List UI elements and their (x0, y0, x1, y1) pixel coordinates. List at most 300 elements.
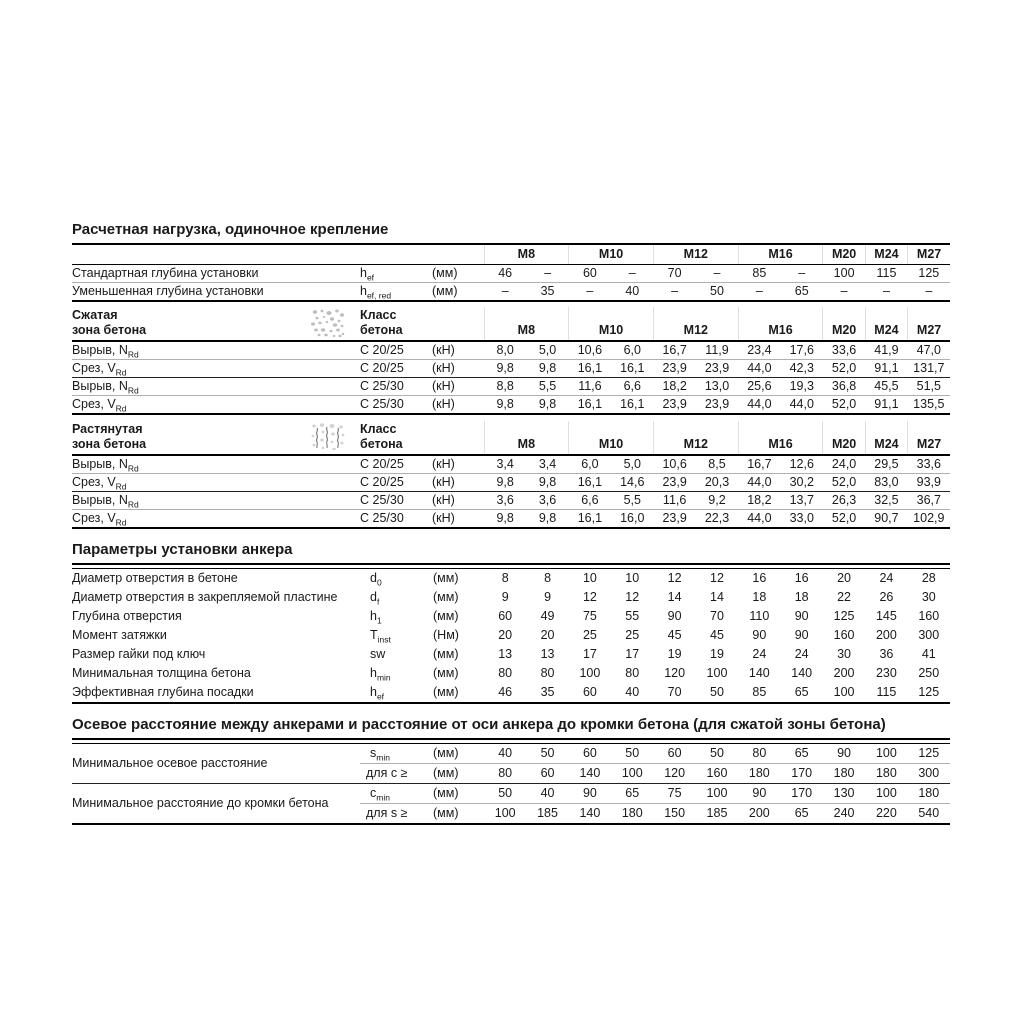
value-cell: 100 (833, 685, 855, 699)
value-cell: 9,8 (484, 395, 526, 414)
value-cell: 300 (908, 763, 950, 783)
value-cell: 220 (865, 803, 907, 824)
value-cell: 5,5 (611, 491, 653, 509)
value-cell: – (653, 282, 695, 301)
value-cell: 83,0 (865, 473, 907, 491)
row-label: Эффективная глубина посадки (72, 685, 254, 699)
value-cell: 18 (794, 590, 809, 604)
row-unit: (мм) (432, 803, 484, 824)
value-cell: 24,0 (831, 457, 857, 471)
column-header-m12: M12 (653, 421, 738, 455)
value-cell: 9 (501, 590, 509, 604)
row-unit: (мм) (432, 282, 484, 301)
value-cell: 20 (540, 628, 555, 642)
value-cell: 50 (710, 685, 724, 699)
table-row (72, 683, 950, 703)
concrete-class: C 25/30 (360, 395, 432, 414)
value-cell: 41 (921, 647, 936, 661)
value-cell: 9 (544, 590, 552, 604)
row-unit: (кН) (432, 359, 484, 377)
value-cell: 9,8 (484, 473, 526, 491)
row-label: Вырыв, $N_{Rd}$ (72, 343, 139, 360)
zone-title-cell (72, 307, 360, 341)
value-cell: 52,0 (823, 509, 865, 528)
value-cell: 6,6 (611, 377, 653, 395)
value-cell: 16,1 (569, 359, 611, 377)
value-cell: 91,1 (865, 359, 907, 377)
value-cell: 5,0 (623, 457, 641, 471)
value-cell: – (628, 266, 636, 280)
value-cell: 3,6 (526, 491, 568, 509)
zone-title: Сжатая зона бетона (72, 308, 147, 337)
value-cell: 36,7 (908, 491, 950, 509)
value-cell: 60 (582, 746, 597, 760)
value-cell: 70 (710, 609, 724, 623)
value-cell: 22,3 (696, 509, 738, 528)
row-unit: (мм) (433, 590, 459, 604)
value-cell: 16,0 (611, 509, 653, 528)
row-label: Уменьшенная глубина установки (72, 282, 360, 301)
compressed-zone-table (72, 307, 950, 415)
value-cell: 52,0 (823, 359, 865, 377)
table-row (72, 455, 950, 474)
value-cell: 100 (833, 266, 855, 280)
value-cell: – (713, 266, 721, 280)
value-cell: 28 (921, 571, 936, 585)
value-cell: 100 (875, 746, 897, 760)
value-cell: 14 (710, 590, 724, 604)
value-cell: 50 (540, 746, 555, 760)
value-cell: 19 (710, 647, 724, 661)
value-cell: 40 (611, 282, 653, 301)
table-row (72, 395, 950, 414)
m-size-header-row (72, 245, 950, 264)
value-cell: 17,6 (789, 343, 814, 357)
value-cell: 44,0 (781, 395, 823, 414)
value-cell: 100 (611, 763, 653, 783)
table-row (72, 743, 950, 763)
value-cell: 11,9 (705, 343, 729, 357)
value-cell: 540 (908, 803, 950, 824)
value-cell: – (484, 282, 526, 301)
value-cell: 20 (837, 571, 851, 585)
row-symbol: $h_{min}$ (370, 666, 391, 683)
value-cell: 3,4 (538, 457, 557, 471)
value-cell: 200 (738, 803, 780, 824)
value-cell: 200 (875, 628, 897, 642)
value-cell: 90 (837, 746, 851, 760)
value-cell: 51,5 (908, 377, 950, 395)
value-cell: 5,0 (538, 343, 557, 357)
section-title-install-params: Параметры установки анкера (72, 541, 950, 565)
value-cell: 3,4 (496, 457, 514, 471)
value-cell: 13 (498, 647, 513, 661)
row-label: Срез, $V_{Rd}$ (72, 509, 360, 528)
value-cell: 120 (653, 763, 695, 783)
value-cell: 180 (823, 763, 865, 783)
value-cell: 9,8 (484, 509, 526, 528)
row-unit: (кН) (432, 457, 455, 471)
row-label: Момент затяжки (72, 628, 167, 642)
design-load-table (72, 245, 950, 302)
concrete-class-header: Класс бетона (360, 307, 432, 341)
value-cell: 16 (752, 571, 767, 585)
column-header-m8: M8 (484, 421, 569, 455)
value-cell: 6,0 (581, 457, 599, 471)
value-cell: 102,9 (908, 509, 950, 528)
value-cell: 32,5 (865, 491, 907, 509)
concrete-class: C 20/25 (360, 473, 432, 491)
column-header-m8: M8 (484, 245, 569, 264)
value-cell: 23,9 (653, 359, 695, 377)
value-cell: 25,6 (738, 377, 780, 395)
value-cell: 250 (918, 666, 940, 680)
value-cell: 180 (865, 763, 907, 783)
value-cell: 20 (498, 628, 513, 642)
row-symbol: $s_{min}$ (370, 746, 390, 763)
row-symbol: $d_f$ (370, 590, 380, 607)
value-cell: 150 (653, 803, 695, 824)
value-cell: 125 (918, 266, 940, 280)
column-header-m12: M12 (653, 307, 738, 341)
value-cell: 18 (752, 590, 767, 604)
install-params-table (72, 568, 950, 704)
value-cell: 17 (625, 647, 640, 661)
value-cell: 60 (526, 763, 568, 783)
value-cell: 60 (667, 746, 682, 760)
value-cell: 47,0 (916, 343, 941, 357)
column-header-m24: M24 (865, 307, 907, 341)
row-label: Вырыв, $N_{Rd}$ (72, 491, 360, 509)
concrete-class-header: Класс бетона (360, 421, 432, 455)
value-cell: 40 (625, 685, 640, 699)
value-cell: 45,5 (865, 377, 907, 395)
value-cell: 9,2 (696, 491, 738, 509)
row-symbol: $c_{min}$ (360, 783, 432, 803)
value-cell: 10,6 (662, 457, 687, 471)
column-header-m24: M24 (865, 245, 907, 264)
value-cell: 33,6 (916, 457, 941, 471)
value-cell: 140 (748, 666, 770, 680)
value-cell: 16,7 (747, 457, 772, 471)
table-row (72, 568, 950, 588)
value-cell: 12,6 (789, 457, 814, 471)
value-cell: 30 (837, 647, 851, 661)
row-unit: (мм) (433, 609, 459, 623)
value-cell: 100 (696, 783, 738, 803)
value-cell: 10 (625, 571, 640, 585)
row-unit: (кН) (432, 509, 484, 528)
value-cell: 10 (582, 571, 597, 585)
concrete-texture-icon (310, 308, 346, 338)
empty-cell (72, 245, 360, 264)
table-row (72, 377, 950, 395)
table-row (72, 341, 950, 360)
value-cell: 44,0 (738, 395, 780, 414)
section-title-design-load: Расчетная нагрузка, одиночное крепление (72, 221, 950, 245)
value-cell: 90 (569, 783, 611, 803)
value-cell: 70 (667, 266, 682, 280)
value-cell: 230 (875, 666, 897, 680)
value-cell: 90,7 (865, 509, 907, 528)
value-cell: 65 (794, 746, 809, 760)
value-cell: 24 (794, 647, 809, 661)
value-cell: 35 (540, 685, 555, 699)
value-cell: – (798, 266, 806, 280)
value-cell: 25 (625, 628, 640, 642)
row-symbol: $h_{ef}$ (360, 266, 375, 283)
row-symbol: $h_1$ (370, 609, 382, 626)
value-cell: 90 (667, 609, 682, 623)
value-cell: 80 (625, 666, 640, 680)
value-cell: 90 (738, 783, 780, 803)
value-cell: 44,0 (738, 473, 780, 491)
table-row (72, 509, 950, 528)
value-cell: 23,9 (696, 395, 738, 414)
value-cell: 14,6 (611, 473, 653, 491)
column-header-m24: M24 (865, 421, 907, 455)
column-header-m20: M20 (823, 307, 865, 341)
row-symbol: sw (370, 647, 386, 661)
value-cell: 52,0 (823, 473, 865, 491)
value-cell: 50 (625, 746, 640, 760)
row-label: Вырыв, $N_{Rd}$ (72, 457, 139, 474)
table-row (72, 491, 950, 509)
row-symbol: для c ≥ (360, 763, 432, 783)
value-cell: – (569, 282, 611, 301)
value-cell: 12 (667, 571, 682, 585)
row-label: Диаметр отверстия в бетоне (72, 571, 238, 585)
table-row (72, 359, 950, 377)
value-cell: 8,0 (496, 343, 514, 357)
value-cell: 11,6 (569, 377, 611, 395)
value-cell: 145 (875, 609, 897, 623)
value-cell: 160 (833, 628, 855, 642)
value-cell: 170 (781, 783, 823, 803)
value-cell: – (738, 282, 780, 301)
column-header-m10: M10 (569, 421, 654, 455)
value-cell: 45 (710, 628, 724, 642)
row-unit: (кН) (432, 377, 484, 395)
value-cell: 100 (484, 803, 526, 824)
value-cell: 65 (611, 783, 653, 803)
value-cell: 60 (582, 266, 597, 280)
value-cell: 125 (833, 609, 855, 623)
value-cell: 23,9 (653, 473, 695, 491)
value-cell: 19 (667, 647, 682, 661)
value-cell: 3,6 (484, 491, 526, 509)
zone-header-row (72, 307, 950, 341)
value-cell: 23,4 (747, 343, 772, 357)
value-cell: 125 (918, 746, 940, 760)
row-label: Минимальная толщина бетона (72, 666, 251, 680)
row-symbol: для s ≥ (360, 803, 432, 824)
value-cell: 23,9 (696, 359, 738, 377)
value-cell: 40 (498, 746, 513, 760)
value-cell: 18,2 (653, 377, 695, 395)
value-cell: 9,8 (484, 359, 526, 377)
value-cell: 160 (918, 609, 940, 623)
datasheet-page (72, 221, 950, 825)
value-cell: 45 (667, 628, 682, 642)
value-cell: 16,1 (569, 473, 611, 491)
concrete-class: C 20/25 (360, 359, 432, 377)
value-cell: 90 (794, 628, 809, 642)
column-header-m27: M27 (908, 307, 950, 341)
row-unit: (мм) (432, 266, 458, 280)
column-header-m16: M16 (738, 421, 823, 455)
value-cell: 130 (823, 783, 865, 803)
value-cell: 9,8 (526, 395, 568, 414)
row-symbol: $h_{ef}$ (370, 685, 385, 702)
value-cell: 44,0 (738, 509, 780, 528)
row-label: Вырыв, $N_{Rd}$ (72, 377, 360, 395)
value-cell: 26 (879, 590, 894, 604)
value-cell: 19,3 (781, 377, 823, 395)
column-header-m16: M16 (738, 245, 823, 264)
value-cell: 13,0 (696, 377, 738, 395)
row-unit: (мм) (432, 783, 484, 803)
value-cell: 12 (625, 590, 640, 604)
value-cell: 8,5 (708, 457, 726, 471)
row-unit: (кН) (432, 343, 455, 357)
cracked-concrete-icon (310, 422, 346, 452)
value-cell: 91,1 (865, 395, 907, 414)
value-cell: 100 (865, 783, 907, 803)
value-cell: 23,9 (653, 395, 695, 414)
value-cell: 160 (696, 763, 738, 783)
value-cell: 110 (749, 609, 770, 623)
value-cell: – (865, 282, 907, 301)
value-cell: 16,7 (662, 343, 687, 357)
column-header-m20: M20 (823, 421, 865, 455)
column-header-m20: M20 (823, 245, 865, 264)
value-cell: 85 (752, 685, 767, 699)
value-cell: 49 (540, 609, 555, 623)
row-unit: (мм) (433, 647, 459, 661)
value-cell: 17 (582, 647, 597, 661)
tensioned-zone-table (72, 421, 950, 529)
value-cell: 33,6 (831, 343, 857, 357)
value-cell: 40 (526, 783, 568, 803)
value-cell: 41,9 (874, 343, 899, 357)
value-cell: 23,9 (653, 509, 695, 528)
column-header-m27: M27 (908, 245, 950, 264)
value-cell: 60 (582, 685, 597, 699)
section-title-spacing: Осевое расстояние между анкерами и расстояние от оси анкера до кромки бетона (для сжатой зоны бетона) (72, 716, 950, 740)
value-cell: 8 (501, 571, 509, 585)
concrete-class: C 20/25 (360, 343, 404, 357)
value-cell: 50 (484, 783, 526, 803)
table-row (72, 473, 950, 491)
value-cell: 131,7 (908, 359, 950, 377)
value-cell: 60 (498, 609, 513, 623)
row-unit: (мм) (433, 746, 459, 760)
value-cell: 80 (752, 746, 767, 760)
empty-cell (432, 245, 484, 264)
value-cell: 12 (582, 590, 597, 604)
row-label: Минимальное расстояние до кромки бетона (72, 783, 360, 824)
value-cell: 185 (526, 803, 568, 824)
value-cell: 180 (908, 783, 950, 803)
value-cell: 14 (667, 590, 682, 604)
value-cell: 29,5 (874, 457, 899, 471)
value-cell: 9,8 (526, 509, 568, 528)
empty-cell (432, 307, 484, 341)
zone-header-row (72, 421, 950, 455)
value-cell: 42,3 (781, 359, 823, 377)
row-unit: (кН) (432, 395, 484, 414)
row-symbol: $d_0$ (370, 571, 382, 588)
table-row (72, 664, 950, 683)
value-cell: 170 (781, 763, 823, 783)
value-cell: 9,8 (526, 359, 568, 377)
value-cell: 125 (918, 685, 940, 699)
column-header-m12: M12 (653, 245, 738, 264)
row-unit: (мм) (433, 666, 459, 680)
value-cell: 50 (710, 746, 724, 760)
concrete-class: C 20/25 (360, 457, 404, 471)
value-cell: 30,2 (781, 473, 823, 491)
column-header-m10: M10 (569, 245, 654, 264)
concrete-class: C 25/30 (360, 509, 432, 528)
value-cell: 100 (579, 666, 601, 680)
value-cell: 6,0 (623, 343, 641, 357)
value-cell: – (544, 266, 552, 280)
value-cell: 240 (823, 803, 865, 824)
row-label: Диаметр отверстия в закрепляемой пластине (72, 590, 338, 604)
value-cell: 16,1 (611, 359, 653, 377)
value-cell: 44,0 (738, 359, 780, 377)
column-header-m16: M16 (738, 307, 823, 341)
table-row (72, 645, 950, 664)
row-unit: (мм) (433, 571, 459, 585)
column-header-m27: M27 (908, 421, 950, 455)
value-cell: 36 (879, 647, 894, 661)
value-cell: 185 (696, 803, 738, 824)
value-cell: 65 (781, 803, 823, 824)
value-cell: – (908, 282, 950, 301)
row-label: Стандартная глубина установки (72, 266, 259, 280)
value-cell: 85 (752, 266, 767, 280)
row-symbol: $h_{ef, red}$ (360, 282, 432, 301)
value-cell: 90 (794, 609, 809, 623)
value-cell: 80 (540, 666, 555, 680)
value-cell: 18,2 (738, 491, 780, 509)
row-label: Срез, $V_{Rd}$ (72, 359, 360, 377)
concrete-class: C 25/30 (360, 377, 432, 395)
value-cell: 16,1 (569, 509, 611, 528)
value-cell: 13 (540, 647, 555, 661)
value-cell: 8 (544, 571, 552, 585)
value-cell: 93,9 (908, 473, 950, 491)
value-cell: 5,5 (526, 377, 568, 395)
value-cell: 50 (696, 282, 738, 301)
table-row (72, 607, 950, 626)
value-cell: 140 (791, 666, 813, 680)
value-cell: 10,6 (577, 343, 603, 357)
value-cell: 80 (484, 763, 526, 783)
value-cell: 200 (833, 666, 855, 680)
empty-cell (432, 421, 484, 455)
table-row (72, 588, 950, 607)
value-cell: 16,1 (569, 395, 611, 414)
value-cell: 8,8 (484, 377, 526, 395)
value-cell: 140 (569, 803, 611, 824)
value-cell: 35 (526, 282, 568, 301)
column-header-m10: M10 (569, 307, 654, 341)
value-cell: 16,1 (611, 395, 653, 414)
